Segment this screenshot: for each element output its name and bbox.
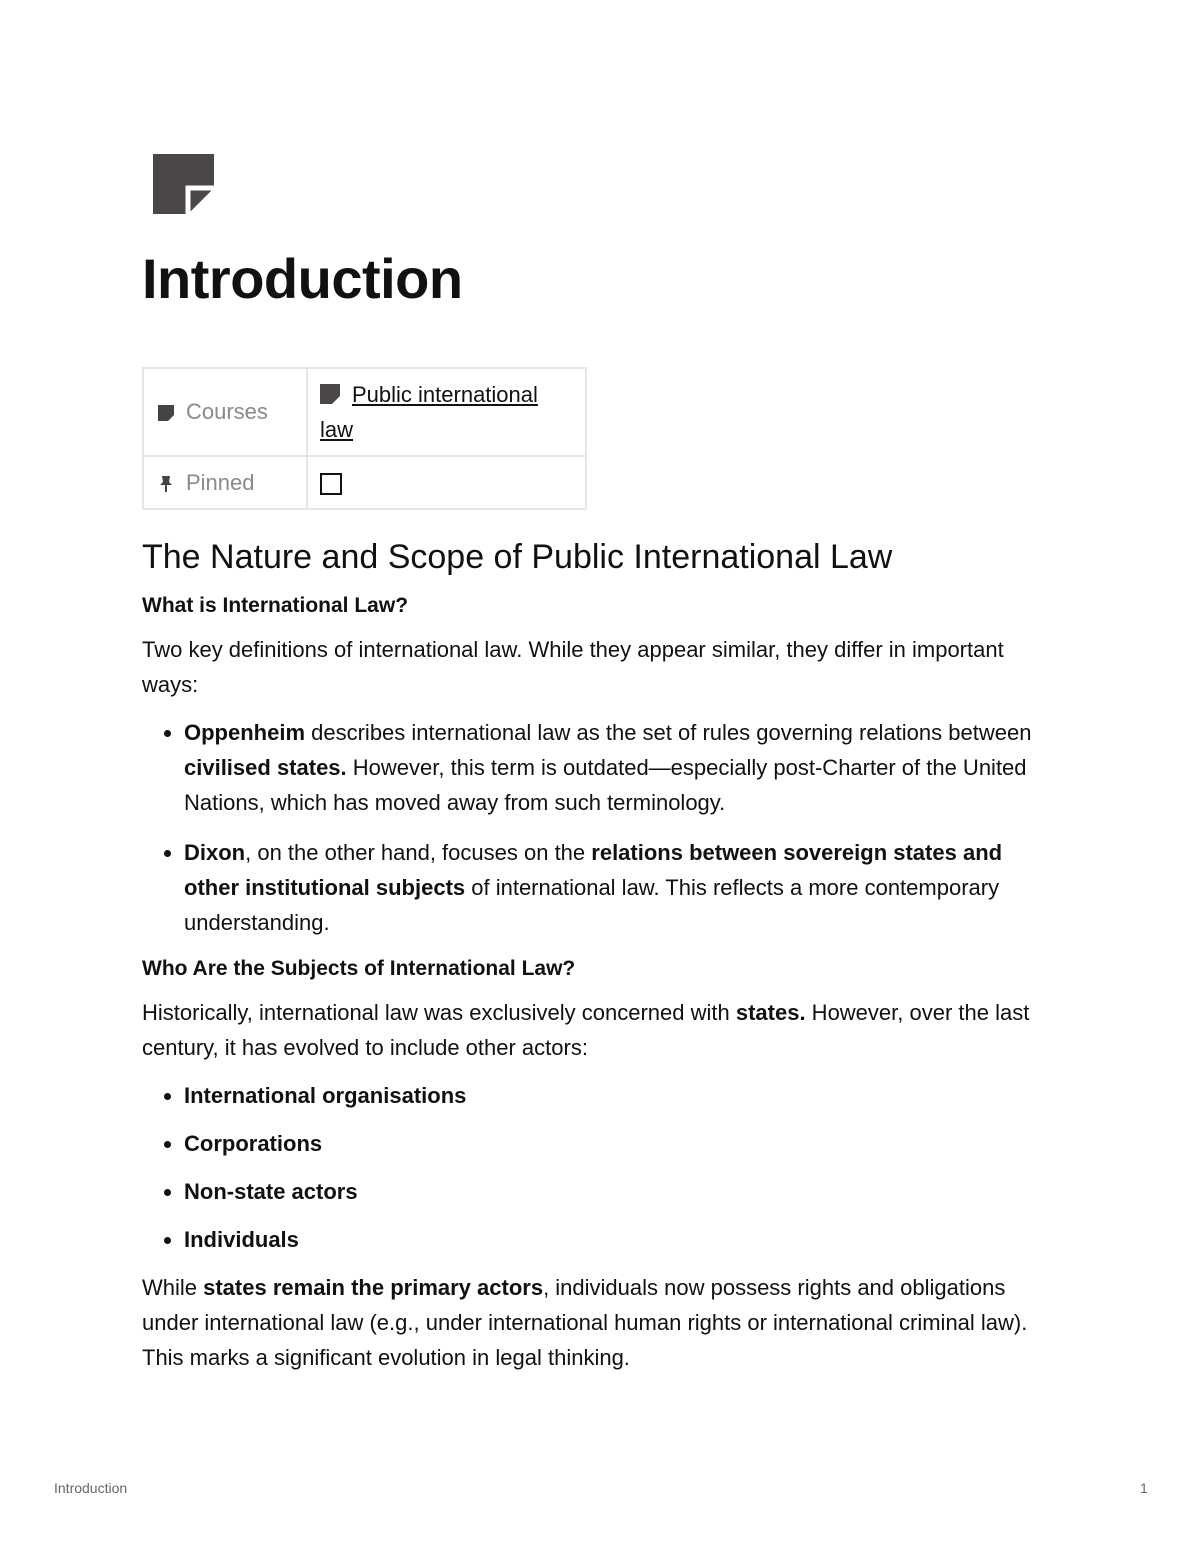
- list-text: describes international law as the set of rules governing relations between: [305, 720, 1032, 745]
- list-item: [184, 1078, 1052, 1113]
- property-key-courses: [143, 368, 307, 456]
- para-text: Historically, international law was exclusively concerned with: [142, 1000, 736, 1025]
- list-item: [184, 1222, 1052, 1257]
- property-value-pinned: [307, 456, 586, 509]
- list-item: [184, 835, 1052, 940]
- bold-term: relations between sovereign states and other institutional subjects: [184, 840, 1003, 900]
- section-heading: The Nature and Scope of Public International Law: [142, 538, 893, 576]
- subheading-what-is: What is International Law?: [142, 594, 409, 617]
- page-icon: [320, 384, 340, 404]
- definitions-intro: Two key definitions of international law. While they appear similar, they differ in important ways:: [142, 637, 1004, 697]
- subjects-intro: [142, 995, 1052, 1065]
- page-title: Introduction: [142, 247, 463, 310]
- bold-term: states remain the primary actors: [203, 1275, 544, 1300]
- list-text: , on the other hand, focuses on the: [245, 840, 592, 865]
- bold-term: Dixon: [184, 840, 246, 865]
- subheading-subjects: Who Are the Subjects of International Law?: [142, 957, 576, 980]
- relation-icon: [158, 405, 174, 421]
- course-link[interactable]: Public international law: [320, 382, 538, 442]
- page-content: [142, 534, 1052, 1388]
- actors-list: [142, 1078, 1052, 1257]
- courses-label: Courses: [186, 399, 268, 424]
- actor-label: Individuals: [184, 1227, 299, 1252]
- property-value-courses: [307, 368, 586, 456]
- list-text: of international law. This reflects a more contemporary understanding.: [184, 875, 1000, 935]
- footer-title: Introduction: [54, 1480, 128, 1496]
- pinned-checkbox[interactable]: [320, 473, 342, 495]
- bold-term: Oppenheim: [184, 720, 306, 745]
- list-item: [184, 715, 1052, 820]
- actor-label: International organisations: [184, 1083, 467, 1108]
- footer-page-number: 1: [1140, 1480, 1148, 1496]
- pinned-label: Pinned: [186, 469, 255, 495]
- list-item: [184, 1126, 1052, 1161]
- definitions-list: [142, 715, 1052, 940]
- actor-label: Corporations: [184, 1131, 323, 1156]
- actor-label: Non-state actors: [184, 1179, 358, 1204]
- closing-paragraph: [142, 1270, 1052, 1375]
- para-text: , individuals now possess rights and obligations under international law (e.g., under international human rights or international criminal law). This marks a significant evolution in legal thinking.: [142, 1275, 1028, 1370]
- property-row-courses: [143, 368, 586, 456]
- property-key-pinned: [143, 456, 307, 509]
- bold-term: states.: [735, 1000, 806, 1025]
- property-row-pinned: [143, 456, 586, 509]
- list-text: However, this term is outdated—especially post-Charter of the United Nations, which has moved away from such terminology.: [184, 755, 1027, 815]
- bold-term: civilised states.: [184, 755, 347, 780]
- page-icon: [153, 154, 214, 214]
- properties-table: [142, 367, 587, 510]
- para-text: While: [142, 1275, 204, 1300]
- pin-icon: [158, 475, 174, 493]
- para-text: However, over the last century, it has evolved to include other actors:: [142, 1000, 1030, 1060]
- list-item: [184, 1174, 1052, 1209]
